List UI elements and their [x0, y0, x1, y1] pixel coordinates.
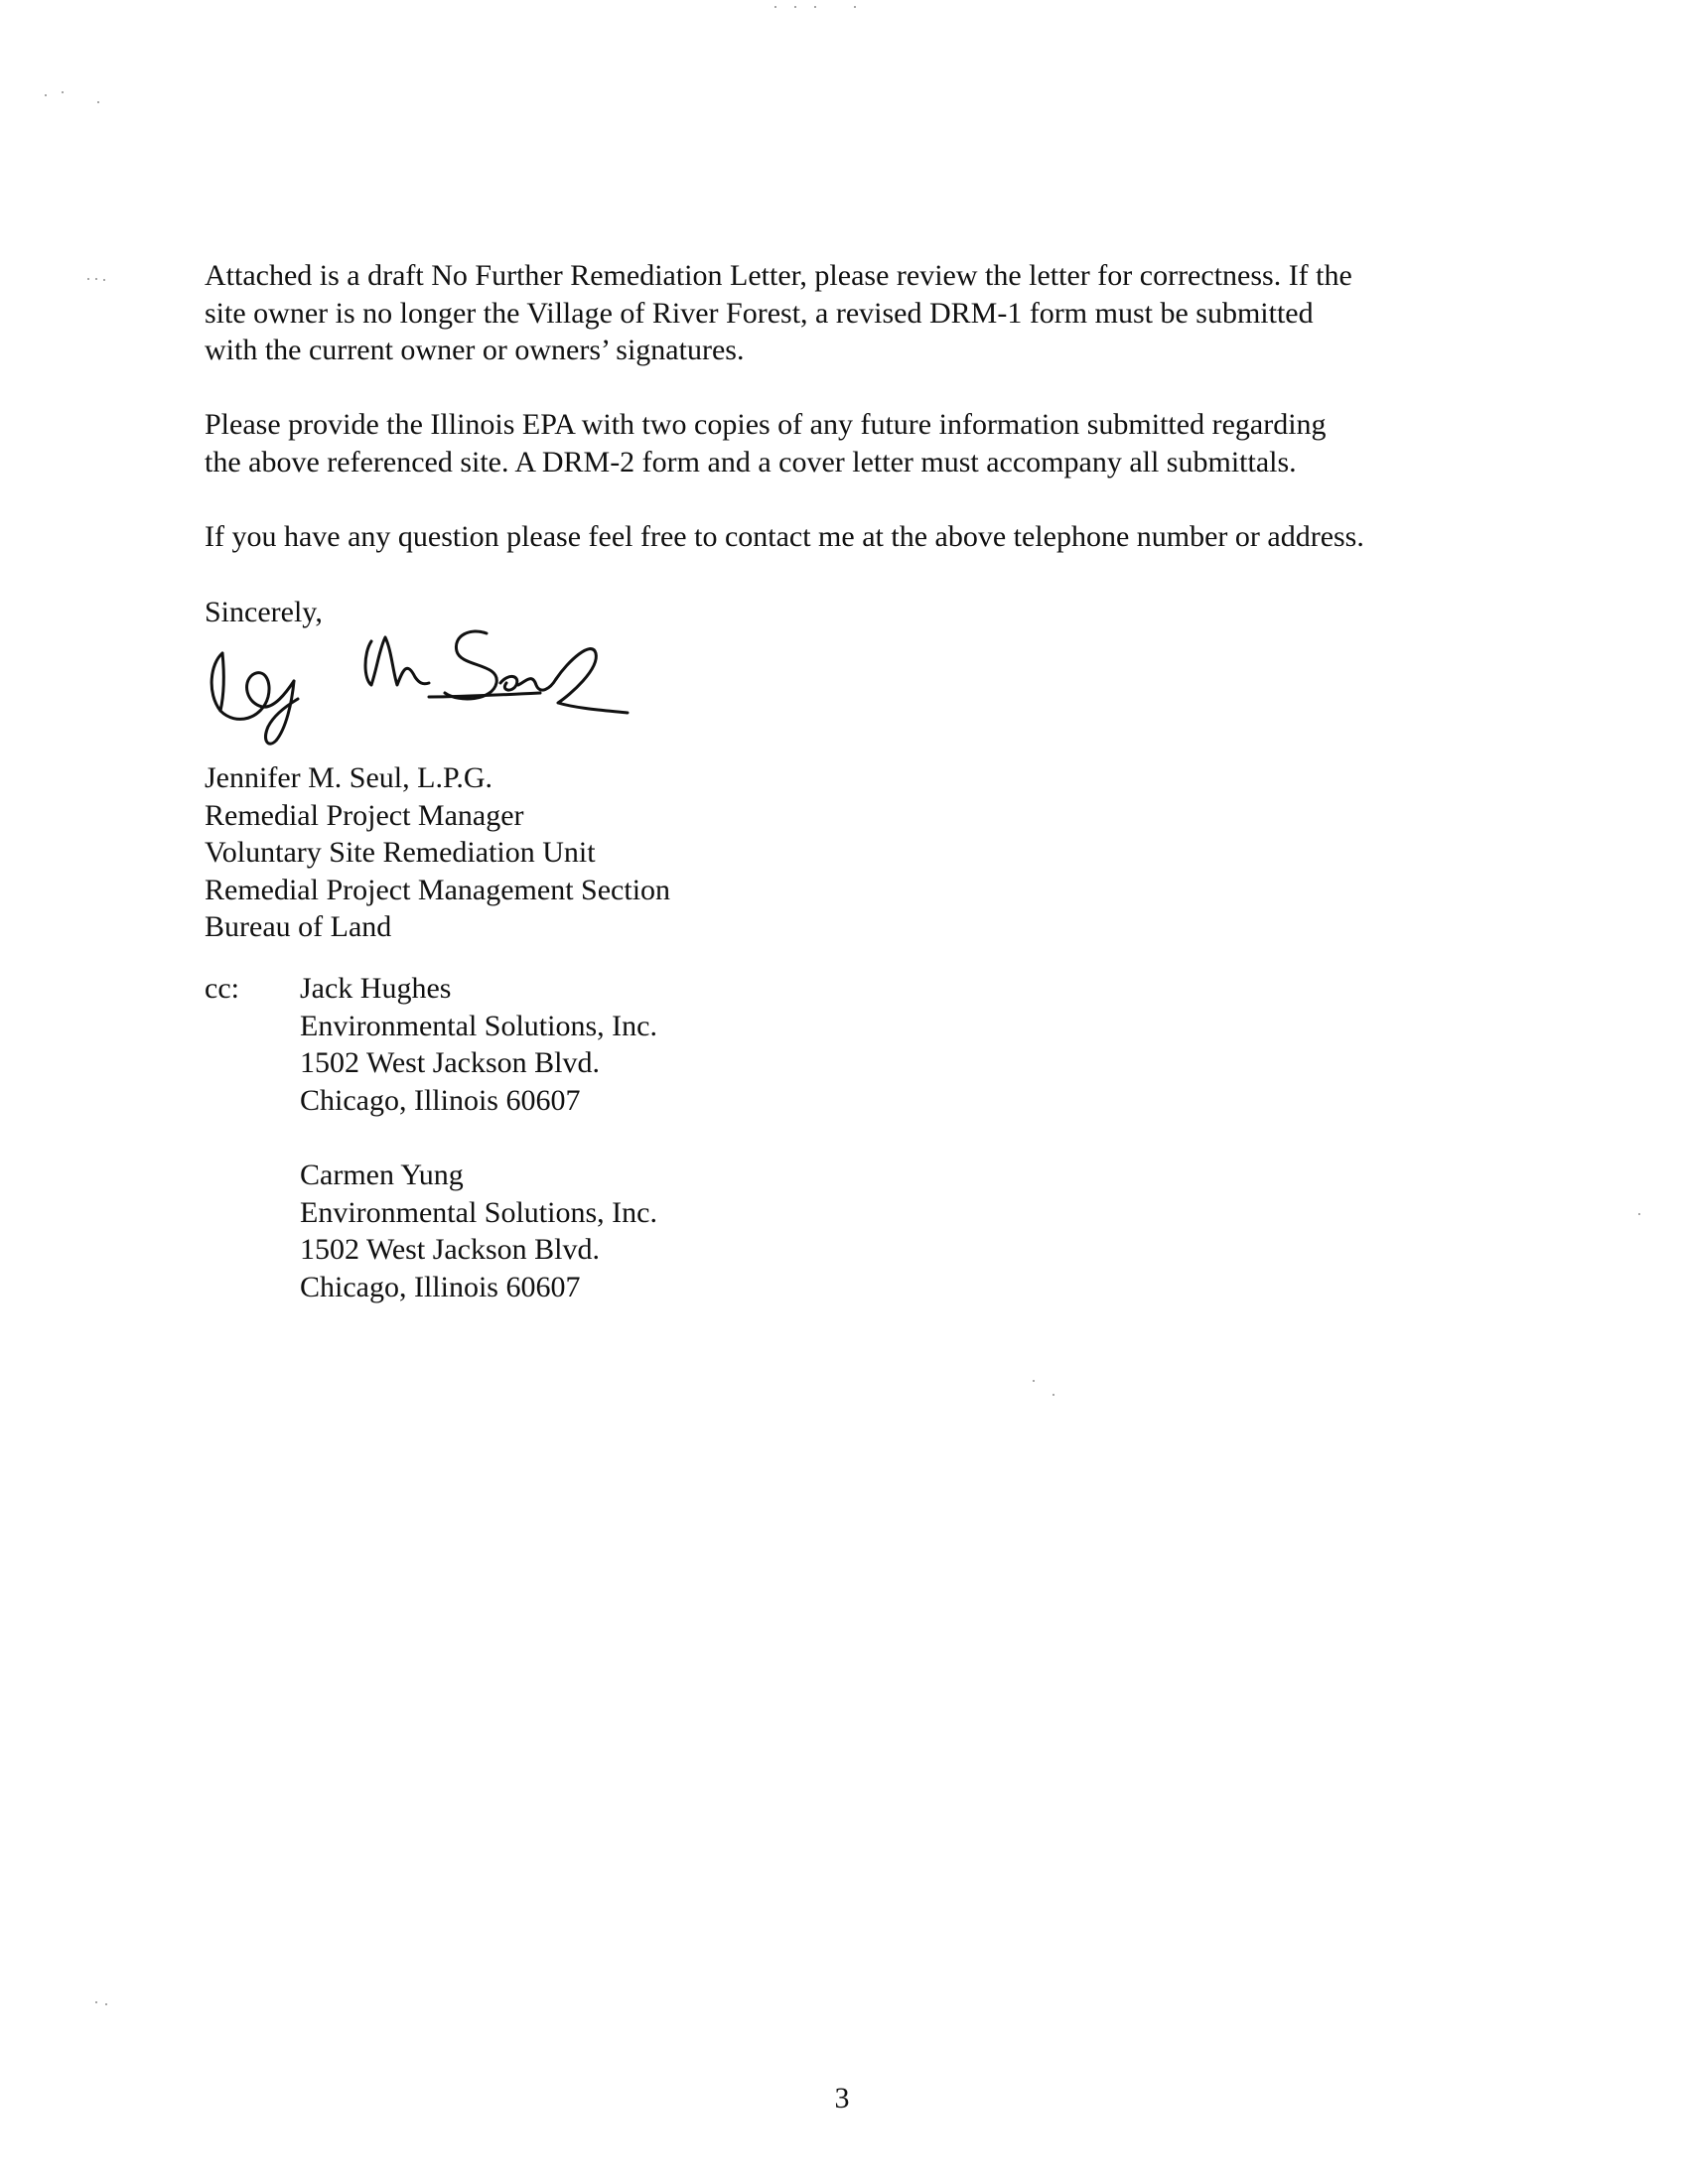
cc-recipient-city: Chicago, Illinois 60607 — [300, 1083, 581, 1117]
scan-speck — [105, 2003, 107, 2005]
paragraph-contact — [205, 518, 1535, 556]
paragraph-line: the above referenced site. A DRM-2 form and a cover letter must accompany all submittals. — [205, 445, 1297, 478]
cc-recipient — [300, 970, 657, 1119]
signer-section: Remedial Project Management Section — [205, 873, 671, 906]
signer-unit: Voluntary Site Remediation Unit — [205, 836, 596, 869]
paragraph-line: with the current owner or owners’ signatures. — [205, 334, 745, 366]
cc-recipient-street: 1502 West Jackson Blvd. — [300, 1046, 601, 1079]
scan-speck — [854, 6, 856, 8]
scan-speck — [1033, 1380, 1035, 1382]
scan-speck — [103, 279, 105, 281]
cc-label: cc: — [205, 972, 239, 1005]
cc-recipient-city: Chicago, Illinois 60607 — [300, 1270, 581, 1303]
cc-recipient-company: Environmental Solutions, Inc. — [300, 1195, 657, 1229]
paragraph-line: If you have any question please feel free to contact me at the above telephone number or address. — [205, 520, 1364, 553]
scan-speck — [814, 6, 816, 8]
scan-speck — [1052, 1394, 1054, 1396]
cc-recipient-street: 1502 West Jackson Blvd. — [300, 1233, 601, 1266]
paragraph-line: site owner is no longer the Village of River Forest, a revised DRM-1 form must be submitted — [205, 296, 1314, 330]
cc-recipient — [300, 1157, 657, 1305]
scan-speck — [1638, 1213, 1640, 1215]
scan-speck — [62, 91, 64, 93]
paragraph-line: Attached is a draft No Further Remediation Letter, please review the letter for correctness. If the — [205, 259, 1352, 292]
scan-speck — [794, 6, 796, 8]
paragraph-line: Please provide the Illinois EPA with two copies of any future information submitted regarding — [205, 408, 1327, 441]
scan-speck — [45, 94, 47, 96]
page-number: 3 — [834, 2082, 850, 2115]
handwritten-signature — [203, 623, 630, 752]
scan-speck — [95, 278, 97, 280]
scan-speck — [774, 6, 776, 8]
signer-bureau: Bureau of Land — [205, 910, 392, 943]
scan-speck — [87, 278, 89, 280]
scan-speck — [97, 101, 99, 103]
closing-salutation: Sincerely, — [205, 596, 323, 628]
signer-name: Jennifer M. Seul, L.P.G. — [205, 761, 492, 794]
cc-recipient-name: Jack Hughes — [300, 972, 452, 1005]
signature-block — [205, 759, 670, 946]
paragraph-draft-nfr-letter — [205, 257, 1535, 369]
cc-recipient-company: Environmental Solutions, Inc. — [300, 1009, 657, 1042]
signer-title: Remedial Project Manager — [205, 798, 524, 832]
scan-speck — [95, 2001, 97, 2003]
paragraph-submittal-copies — [205, 406, 1535, 480]
cc-recipient-name: Carmen Yung — [300, 1159, 464, 1191]
